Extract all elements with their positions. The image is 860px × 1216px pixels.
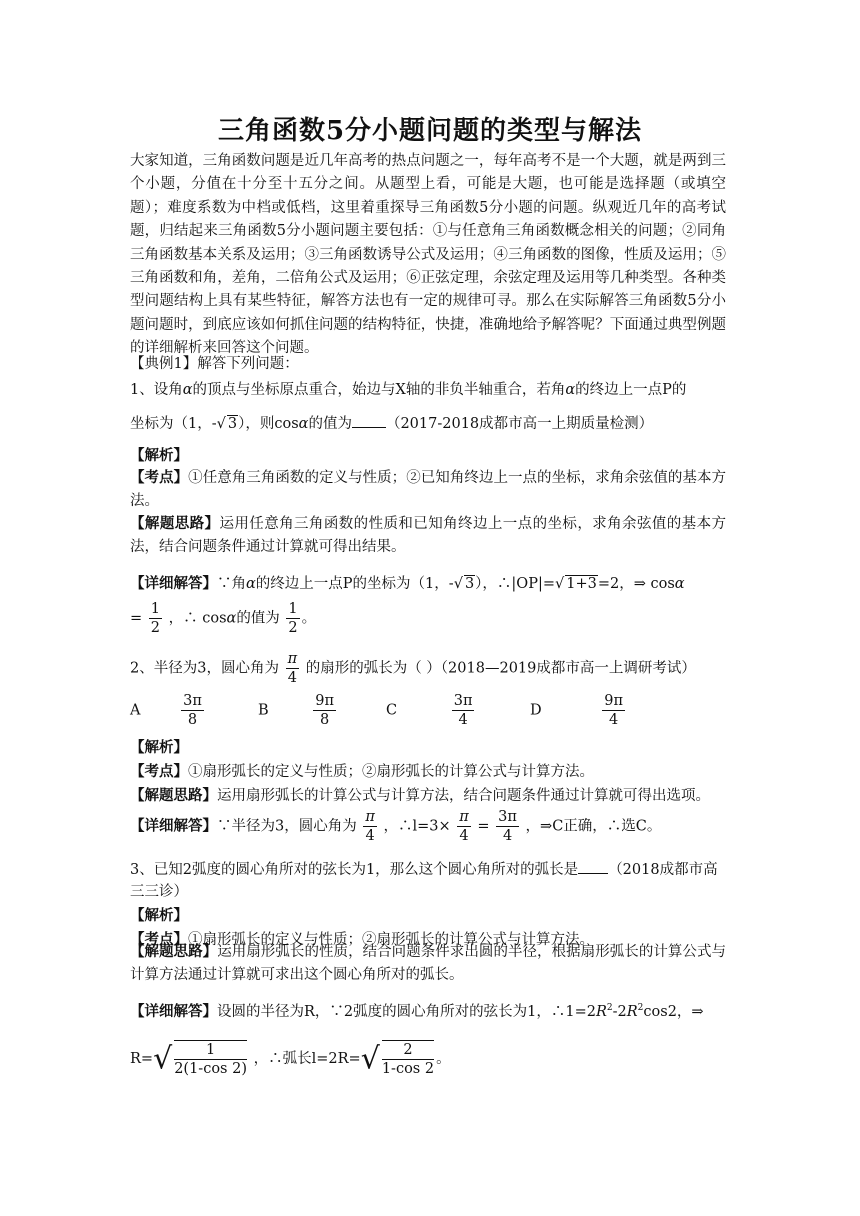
fraction-one-half: $\frac{1}{2}$ <box>288 601 298 636</box>
answer-blank <box>352 427 386 428</box>
q3-answer-line2: R=√ $\frac{1}{2(1-\cos 2)}$ ，∴弧长l=2R=√ $\frac{2}{1-\cos 2}$ 。 <box>130 1041 451 1077</box>
q3-analysis-label: 【解析】 <box>130 907 188 924</box>
q3-kaodian: 【考点】①扇形弧长的定义与性质；②扇形弧长的计算公式与计算方法。 <box>130 931 594 948</box>
q2-kaodian: 【考点】①扇形弧长的定义与性质；②扇形弧长的计算公式与计算方法。 <box>130 763 594 780</box>
answer-blank <box>578 873 608 874</box>
option-c[interactable]: C $\frac{3\pi}{4}$ <box>386 693 473 728</box>
page-title: 三角函数5分小题问题的类型与解法 <box>217 116 643 146</box>
option-b[interactable]: B $\frac{9\pi}{8}$ <box>258 693 335 728</box>
q1-statement-line2: 坐标为（1，-√ 3），则cosα的值为 （2017-2018成都市高一上期质量检测） <box>130 416 654 432</box>
q1-analysis-label: 【解析】 <box>130 447 188 464</box>
q1-statement-line1: 1、设角α的顶点与坐标原点重合，始边与X轴的非负半轴重合，若角α的终边上一点P的 <box>130 382 687 398</box>
option-a[interactable]: A $\frac{3\pi}{8}$ <box>130 693 202 728</box>
q2-silu: 【解题思路】运用扇形弧长的计算公式与计算方法，结合问题条件通过计算就可得出选项。 <box>130 787 710 804</box>
q1-answer-line1: 【详细解答】∵角α的终边上一点P的坐标为（1，-√ 3），∴|OP|=√ 1+3=2，⇒ cosα <box>130 575 685 592</box>
intro-paragraph: 大家知道，三角函数问题是近几年高考的热点问题之一，每年高考不是一个大题，就是两到三个小题，分值在十分至十五分之间。从题型上看，可能是大题，也可能是选择题（或填空题）；难度系数为中档或低档，这里着重探导三角函数5分小题的问题。纵观近几年的高考试题，归结起来三角函数5分小题问题主要包括：①与任意角三角函数概念相关的问题；②同角三角函数基本关系及运用；③三角函数诱导公式及运用；④三角函数的图像，性质及运用；⑤三角函数和角，差角，二倍角公式及运用；⑥正弦定理，余弦定理及运用等几种类型。各种类型问题结构上具有某些特征，解答方法也有一定的规律可寻。那么在实际解答三角函数5分小题问题时，到底应该如何抓住问题的结构特征，快捷，准确地给予解答呢？下面通过典型例题的详细解析来回答这个问题。 <box>130 153 726 357</box>
q2-answer: 【详细解答】∵半径为3，圆心角为 $\frac{\pi}{4}$ ，∴l=3× $\frac{\pi}{4}$ = $\frac{3\pi}{4}$ ，⇒C正确，∴选C。 <box>130 809 662 844</box>
fraction-one-half: $\frac{1}{2}$ <box>150 601 160 636</box>
q3-silu: 【解题思路】运用扇形弧长的性质，结合问题条件求出圆的半径，根据扇形弧长的计算公式与计算方法通过计算就可求出这个圆心角所对的弧长。 <box>130 943 727 984</box>
q2-analysis-label: 【解析】 <box>130 739 188 756</box>
q1-silu: 【解题思路】运用任意角三角函数的性质和已知角终边上一点的坐标，求角余弦值的基本方法，结合问题条件通过计算就可得出结果。 <box>130 515 727 556</box>
option-d[interactable]: D $\frac{9\pi}{4}$ <box>530 693 624 728</box>
q3-statement-line1: 3、已知2弧度的圆心角所对的弦长为1，那么这个圆心角所对的弧长是 （2018成都市高 <box>130 862 718 878</box>
q3-statement-line2: 三三诊） <box>130 884 188 900</box>
q1-kaodian: 【考点】①任意角三角函数的定义与性质；②已知角终边上一点的坐标，求角余弦值的基本方法。 <box>130 469 727 510</box>
example-heading: 【典例1】解答下列问题： <box>130 356 299 372</box>
q1-answer-line2: = $\frac{1}{2}$ ，∴ cosα的值为 $\frac{1}{2}$ 。 <box>130 601 317 636</box>
q2-statement: 2、半径为3，圆心角为 $\frac{\pi}{4}$ 的扇形的弧长为（ ）（2018—2019成都市高一上调研考试） <box>130 651 696 686</box>
q3-answer-line1: 【详细解答】设圆的半径为R，∵2弧度的圆心角所对的弦长为1，$\therefore 1=2R^2-2R^2\cos 2$，⇒ <box>130 1003 704 1020</box>
